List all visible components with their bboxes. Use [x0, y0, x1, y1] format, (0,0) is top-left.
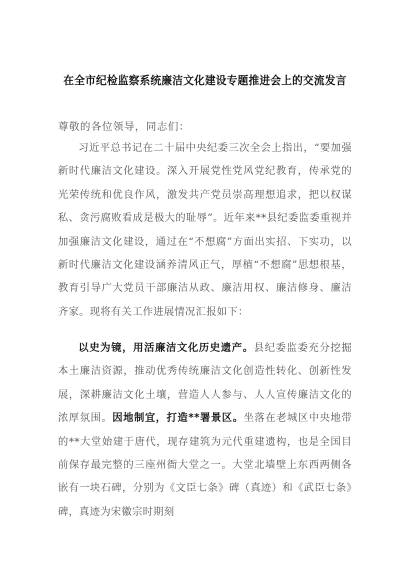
paragraph-text-continued: 坐落在老城区中央地带的**大堂始建于唐代，现存建筑为元代重建遗构，也是全国目前保存最完整的三座州衙大堂之一。大堂北墙壁上东西两侧各嵌有一块石碑，分别为《文臣七条》碑（真迹）和《武臣七条》碑，真迹为宋徽宗时期刻 [58, 413, 353, 518]
paragraph-history [58, 337, 352, 524]
paragraph-subheading: 因地制宜，打造**署景区。 [112, 413, 244, 425]
paragraph-heading: 以史为镜，用活廉洁文化历史遗产。 [78, 343, 254, 354]
paragraph-text: 县纪委监委充分挖掘本土廉洁资源，推动优秀传统廉洁文化创造性转化、创新性发展，深耕廉洁文化土壤，营造人人参与、人人宣传廉洁文化的浓厚氛围。 [58, 343, 352, 425]
document-title: 在全市纪检监察系统廉洁文化建设专题推进会上的交流发言 [63, 75, 347, 87]
salutation: 尊敬的各位领导，同志们： [58, 121, 190, 133]
paragraph-intro: 习近平总书记在二十届中央纪委三次全会上指出，“要加强新时代廉洁文化建设。深入开展党性党风党纪教育，传承党的光荣传统和优良作风，激发共产党员崇高理想追求，把以权谋私、贪污腐败看成是极大的耻辱”。近年来**县纪委监委重视并加强廉洁文化建设，通过在“不想腐”方面出实招、下实功，以新时代廉洁文化建设涵养清风正气，厚植“不想腐”思想根基，教育引导广大党员干部廉洁从政、廉洁用权、廉洁修身、廉洁齐家。现将有关工作进展情况汇报如下： [58, 143, 352, 318]
